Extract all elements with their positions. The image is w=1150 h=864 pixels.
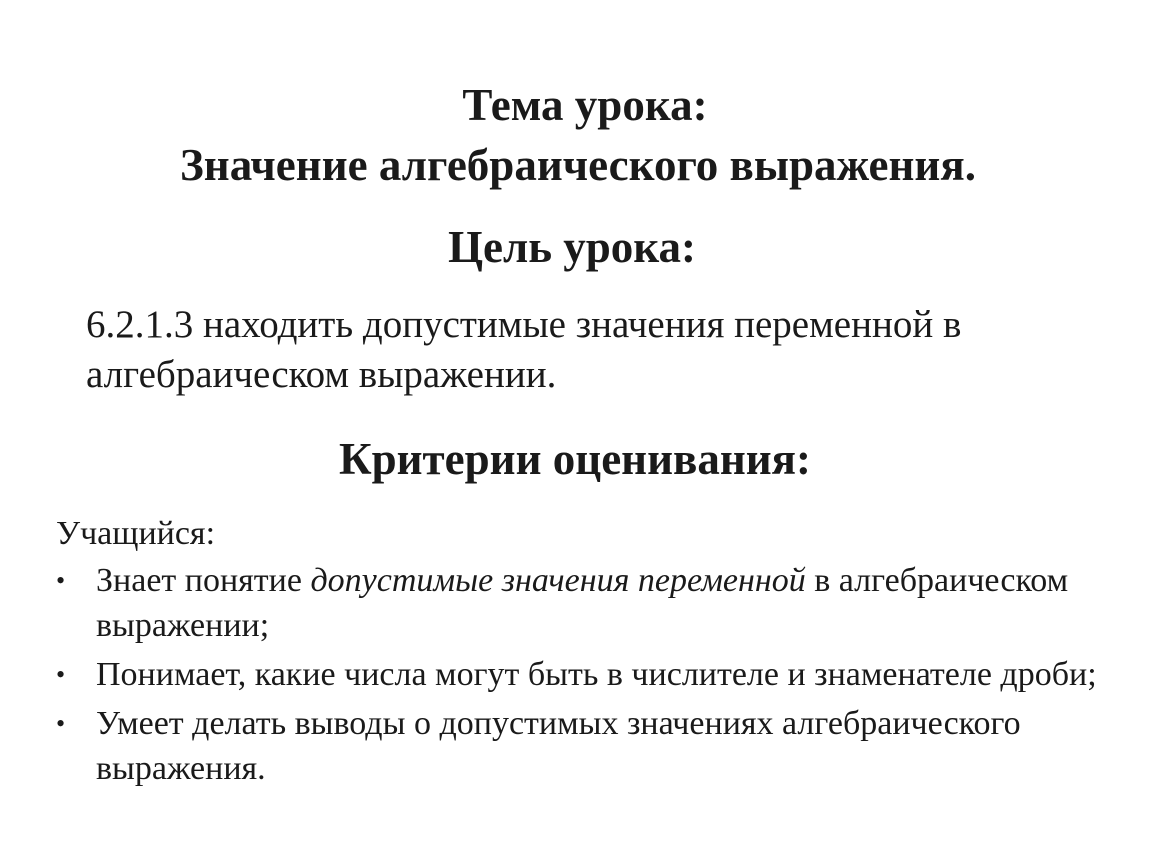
criteria-item-text	[96, 562, 1068, 644]
criteria-item-emphasis: допустимые значения переменной	[310, 562, 806, 599]
goal-text: 6.2.1.3 находить допустимые значения переменной в алгебраическом выражении.	[86, 303, 962, 396]
criteria-list	[56, 558, 1126, 795]
student-label: Учащийся:	[56, 515, 216, 552]
criteria-item-text-end: в алгебраическом выражении;	[96, 562, 1069, 644]
topic-title: Значение алгебраического выражения.	[180, 140, 976, 190]
criteria-item	[56, 701, 1126, 791]
goal-label: Цель урока:	[447, 222, 697, 272]
topic-label: Тема урока:	[462, 80, 708, 130]
criteria-item-text-start: Умеет делать выводы о допустимых значениях алгебраического выражения.	[96, 705, 1021, 787]
criteria-label: Критерии оценивания:	[338, 434, 812, 484]
criteria-item-text-start: Понимает, какие числа могут быть в числителе и знаменателе дроби;	[96, 656, 1097, 693]
criteria-item-text	[96, 705, 1021, 787]
criteria-item-text-start: Знает понятие	[96, 562, 311, 599]
criteria-item	[56, 558, 1126, 648]
criteria-item	[56, 652, 1126, 697]
bullet-icon: •	[56, 660, 66, 689]
bullet-icon: •	[56, 566, 66, 595]
bullet-icon: •	[56, 709, 66, 738]
criteria-item-text	[96, 656, 1097, 693]
